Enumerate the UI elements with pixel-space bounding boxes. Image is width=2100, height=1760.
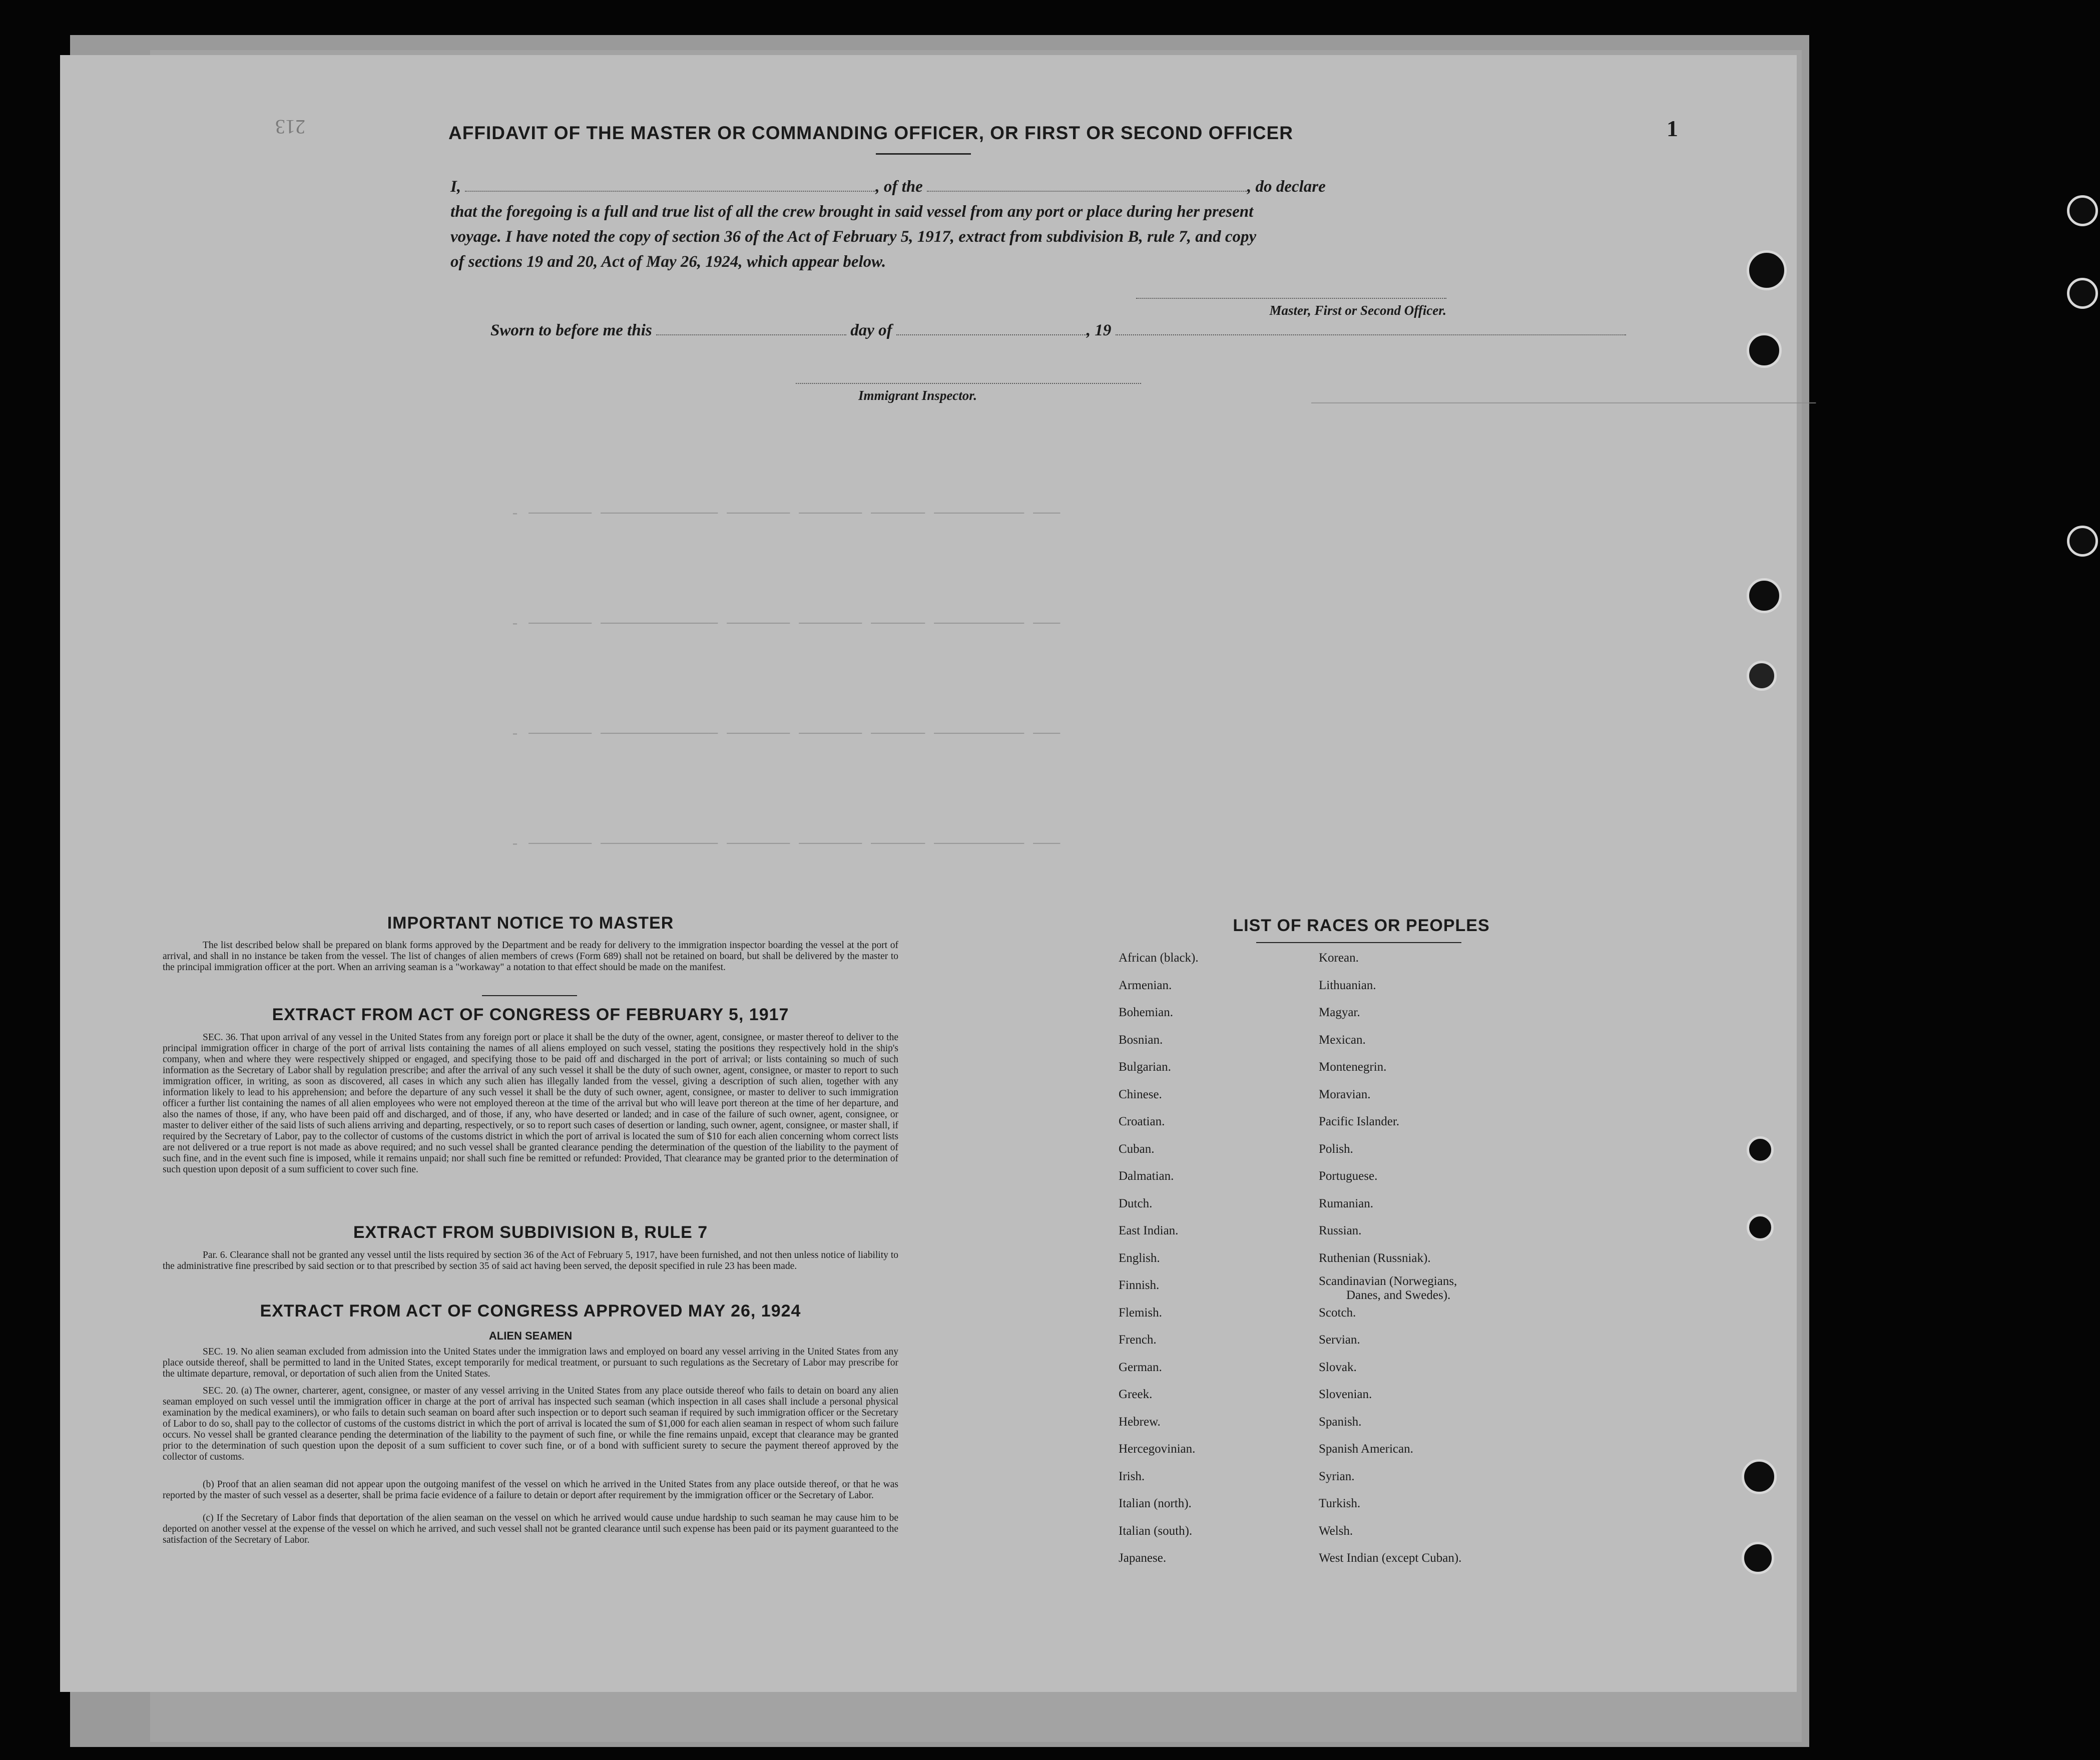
rule7-title: EXTRACT FROM SUBDIVISION B, RULE 7 <box>353 1223 708 1242</box>
year-text: , 19 <box>1086 321 1112 339</box>
month-blank <box>896 334 1087 335</box>
master-signature-line <box>1136 298 1446 299</box>
race-item: Dalmatian. <box>1119 1169 1174 1183</box>
bleed-through-text: - ─────── ───────────── ─────── ─────── ────── ────────── ─── <box>510 726 1061 743</box>
race-item: Rumanian. <box>1319 1196 1374 1210</box>
binder-hole <box>1747 1136 1774 1163</box>
race-item: Moravian. <box>1319 1087 1371 1101</box>
day-of-text: day of <box>850 321 892 339</box>
binder-hole <box>1747 578 1782 613</box>
race-item: Chinese. <box>1119 1087 1162 1101</box>
race-item: Syrian. <box>1319 1469 1355 1483</box>
vessel-blank <box>927 191 1247 192</box>
race-item: Mexican. <box>1319 1033 1366 1047</box>
affidavit-title: AFFIDAVIT OF THE MASTER OR COMMANDING OFFICER, OR FIRST OR SECOND OFFICER <box>448 123 1293 143</box>
race-item: Polish. <box>1319 1142 1353 1156</box>
race-item: Flemish. <box>1119 1305 1162 1319</box>
race-item-continuation: Danes, and Swedes). <box>1346 1288 1451 1302</box>
inspector-signature-line <box>796 383 1141 384</box>
affidavit-line-2: that the foregoing is a full and true list of all the crew brought in said vessel from any port or place during her present <box>450 203 1254 221</box>
binder-hole <box>2067 278 2098 309</box>
divider <box>482 995 577 996</box>
affidavit-line-4: of sections 19 and 20, Act of May 26, 1924, which appear below. <box>450 253 886 271</box>
inspector-label: Immigrant Inspector. <box>858 388 977 403</box>
race-item: Slovak. <box>1319 1360 1357 1374</box>
master-label: Master, First or Second Officer. <box>1269 303 1446 318</box>
binder-hole <box>1742 1459 1777 1494</box>
race-item: Slovenian. <box>1319 1388 1372 1401</box>
bleed-through-text: - ─────── ───────────── ─────── ─────── ────── ────────── ─── <box>510 506 1061 523</box>
sheet-number: 213 <box>275 116 305 138</box>
binder-hole <box>1747 250 1787 290</box>
race-item: Bohemian. <box>1119 1006 1174 1019</box>
race-item: Portuguese. <box>1319 1169 1378 1183</box>
alien-seamen-subtitle: ALIEN SEAMEN <box>488 1330 573 1342</box>
race-item: Welsh. <box>1319 1524 1353 1538</box>
affidavit-line-3: voyage. I have noted the copy of section 36 of the Act of February 5, 1917, extract from subdivision B, rule 7, and copy <box>450 228 1257 246</box>
race-item: Servian. <box>1319 1333 1360 1347</box>
race-item: Bosnian. <box>1119 1033 1163 1047</box>
sec20c-body: (c) If the Secretary of Labor finds that deportation of the alien seaman on the vessel on which he arrived would cause undue hardship to such seaman he may cause him to be deported on another vessel at the expense of the vessel on which he arrived, and such vessel shall not be granted clearance until such expense has been paid or its payment guaranteed to the satisfaction of the Secretary of Labor. <box>163 1513 898 1545</box>
bleed-through-text: ──────────────────────────────────────────────────────── <box>1311 395 1816 412</box>
bleed-through-text: - ─────── ───────────── ─────── ─────── ────── ────────── ─── <box>510 616 1061 633</box>
divider <box>876 153 971 155</box>
race-item: Pacific Islander. <box>1319 1115 1400 1128</box>
binder-hole <box>1747 661 1777 691</box>
race-item: Bulgarian. <box>1119 1060 1171 1074</box>
affidavit-of-the: , of the <box>875 178 923 196</box>
race-item: Ruthenian (Russniak). <box>1319 1251 1431 1265</box>
binder-hole <box>2067 195 2098 226</box>
race-item: East Indian. <box>1119 1224 1179 1237</box>
race-item: Armenian. <box>1119 978 1172 992</box>
race-item: Spanish. <box>1319 1415 1362 1429</box>
divider <box>1256 942 1461 943</box>
race-item: English. <box>1119 1251 1160 1265</box>
race-item: African (black). <box>1119 951 1199 965</box>
race-item: Croatian. <box>1119 1115 1165 1128</box>
race-item: Cuban. <box>1119 1142 1155 1156</box>
race-item: Magyar. <box>1319 1006 1360 1019</box>
sec19-body: SEC. 19. No alien seaman excluded from admission into the United States under the immigration laws and employed on board any vessel arriving in the United States from any place outside thereof, shall be permitted to land in the United States, except temporarily for medical treatment, or pursuant to such regulations as the Secretary of Labor may prescribe for the ultimate departure, removal, or deportation of such alien from the United States. <box>163 1347 898 1379</box>
day-blank <box>656 334 846 335</box>
race-item: West Indian (except Cuban). <box>1319 1551 1462 1565</box>
extract-1917-title: EXTRACT FROM ACT OF CONGRESS OF FEBRUARY 5, 1917 <box>272 1005 789 1024</box>
name-blank <box>465 191 875 192</box>
race-item: Irish. <box>1119 1469 1145 1483</box>
race-item: German. <box>1119 1360 1162 1374</box>
sworn-text: Sworn to before me this <box>490 321 652 339</box>
notice-title: IMPORTANT NOTICE TO MASTER <box>387 914 674 933</box>
extract-1924-title: EXTRACT FROM ACT OF CONGRESS APPROVED MAY 26, 1924 <box>260 1301 801 1321</box>
race-item: Spanish American. <box>1319 1442 1413 1456</box>
page-number: 1 <box>1667 116 1678 141</box>
sec20-body: SEC. 20. (a) The owner, charterer, agent, consignee, or master of any vessel arriving in the United States from any place outside thereof who fails to detain on board any alien seaman employed on such vessel until the immigration officer in charge at the port of arrival has inspected such seaman (which inspection in all cases shall include a personal physical examination by the medical examiners), or who fails to detain such seaman on board after such inspection or to deport such seaman if required by such immigration officer or the Secretary of Labor to do so, shall pay to the collector of customs of the customs district in which the port of arrival is located the sum of $1,000 for each alien seaman in respect of whom such failure occurs. No vessel shall be granted clearance pending the determination of the liability to the payment of such fine, or while the fine remains unpaid, except that clearance may be granted prior to the determination of such question upon the deposit of a sum sufficient to cover such fine, or of a bond with sufficient surety to secure the payment thereof approved by the collector of customs. <box>163 1386 898 1462</box>
race-item: Scotch. <box>1319 1305 1356 1319</box>
race-item: Lithuanian. <box>1319 978 1376 992</box>
race-item: Scandinavian (Norwegians, <box>1319 1274 1457 1288</box>
race-item: Turkish. <box>1319 1497 1361 1510</box>
sworn-line <box>490 321 1626 340</box>
year-blank <box>1116 334 1626 335</box>
races-title: LIST OF RACES OR PEOPLES <box>1233 916 1490 935</box>
extract-1917-body: SEC. 36. That upon arrival of any vessel in the United States from any foreign port or place it shall be the duty of the owner, agent, consignee, or master thereof to deliver to the principal immigration officer in charge of the port of arrival lists containing the names of all aliens employed on such vessel, stating the positions they respectively hold in the ship's company, when and where they were respectively shipped or engaged, and specifying those to be paid off and discharged in the port of arrival; or lists containing so much of such information as the Secretary of Labor shall by regulation prescribe; and after the arrival of any such vessel it shall be the duty of such owner, agent, consignee, or master to report to such immigration officer, in writing, as soon as discovered, all cases in which any such alien has illegally landed from the vessel, giving a description of such alien, together with any information likely to lead to his apprehension; and before the departure of any such vessel it shall be the duty of such owner, agent, consignee, or master to deliver to such immigration officer a further list containing the names of all alien employees who were not employed thereon at the time of the arrival but who will leave port thereon at the time of her departure, and also the names of those, if any, who have been paid off and discharged, and of those, if any, who have deserted or landed; and in case of the failure of such owner, agent, consignee, or master to deliver either of the said lists of such aliens arriving and departing, respectively, or so to report such cases of desertion or landing, such owner, agent, consignee, or master shall, if required by the Secretary of Labor, pay to the collector of customs of the customs district in which the port of arrival is located the sum of $10 for each alien concerning whom correct lists are not delivered or a true report is not made as above required; and no such vessel shall be granted clearance pending the determination of the question of the liability to the payment of such fine, and in the event such fine is imposed, while it remains unpaid; nor shall such fine be remitted or refunded: Provided, That clearance may be granted prior to the determination of such question upon deposit of a sum sufficient to cover such fine. <box>163 1032 898 1175</box>
race-item: Russian. <box>1319 1224 1362 1237</box>
race-item: Hebrew. <box>1119 1415 1161 1429</box>
race-item: Finnish. <box>1119 1278 1160 1292</box>
race-item: Montenegrin. <box>1319 1060 1387 1074</box>
rule7-body: Par. 6. Clearance shall not be granted any vessel until the lists required by section 36 of the Act of February 5, 1917, have been furnished, and not then unless notice of liability to the administrative fine prescribed by said section or to that prescribed by section 35 of said act having been served, the deposit specified in rule 23 has been made. <box>163 1250 898 1271</box>
race-item: Greek. <box>1119 1388 1153 1401</box>
affidavit-declare: , do declare <box>1247 178 1326 196</box>
binder-hole <box>1747 1214 1774 1241</box>
race-item: Italian (north). <box>1119 1497 1192 1510</box>
bleed-through-text: - ─────── ───────────── ─────── ─────── ────── ────────── ─── <box>510 836 1061 853</box>
affidavit-i: I, <box>450 178 461 196</box>
notice-body: The list described below shall be prepared on blank forms approved by the Department and be ready for delivery to the immigration inspector boarding the vessel at the port of arrival, and shall in no instance be taken from the vessel. The list of changes of alien members of crews (Form 689) shall not be retained on board, but shall be delivered by the master to the principal immigration officer at the port. When an arriving seaman is a "workaway" a notation to that effect should be made on the manifest. <box>163 940 898 973</box>
binder-hole <box>1747 333 1782 368</box>
race-item: Hercegovinian. <box>1119 1442 1196 1456</box>
race-item: Dutch. <box>1119 1196 1153 1210</box>
document-page <box>60 55 1816 1692</box>
race-item: Korean. <box>1319 951 1359 965</box>
affidavit-line-1 <box>450 178 1476 196</box>
race-item: French. <box>1119 1333 1157 1347</box>
race-item: Japanese. <box>1119 1551 1167 1565</box>
binder-hole <box>2067 526 2098 557</box>
race-item: Italian (south). <box>1119 1524 1193 1538</box>
sec20b-body: (b) Proof that an alien seaman did not appear upon the outgoing manifest of the vessel on which he arrived in the United States from any place outside thereof, or that he was reported by the master of such vessel as a deserter, shall be prima facie evidence of a failure to detain or deport after requirement by the immigration officer or the Secretary of Labor. <box>163 1479 898 1501</box>
binder-hole <box>1742 1542 1774 1574</box>
